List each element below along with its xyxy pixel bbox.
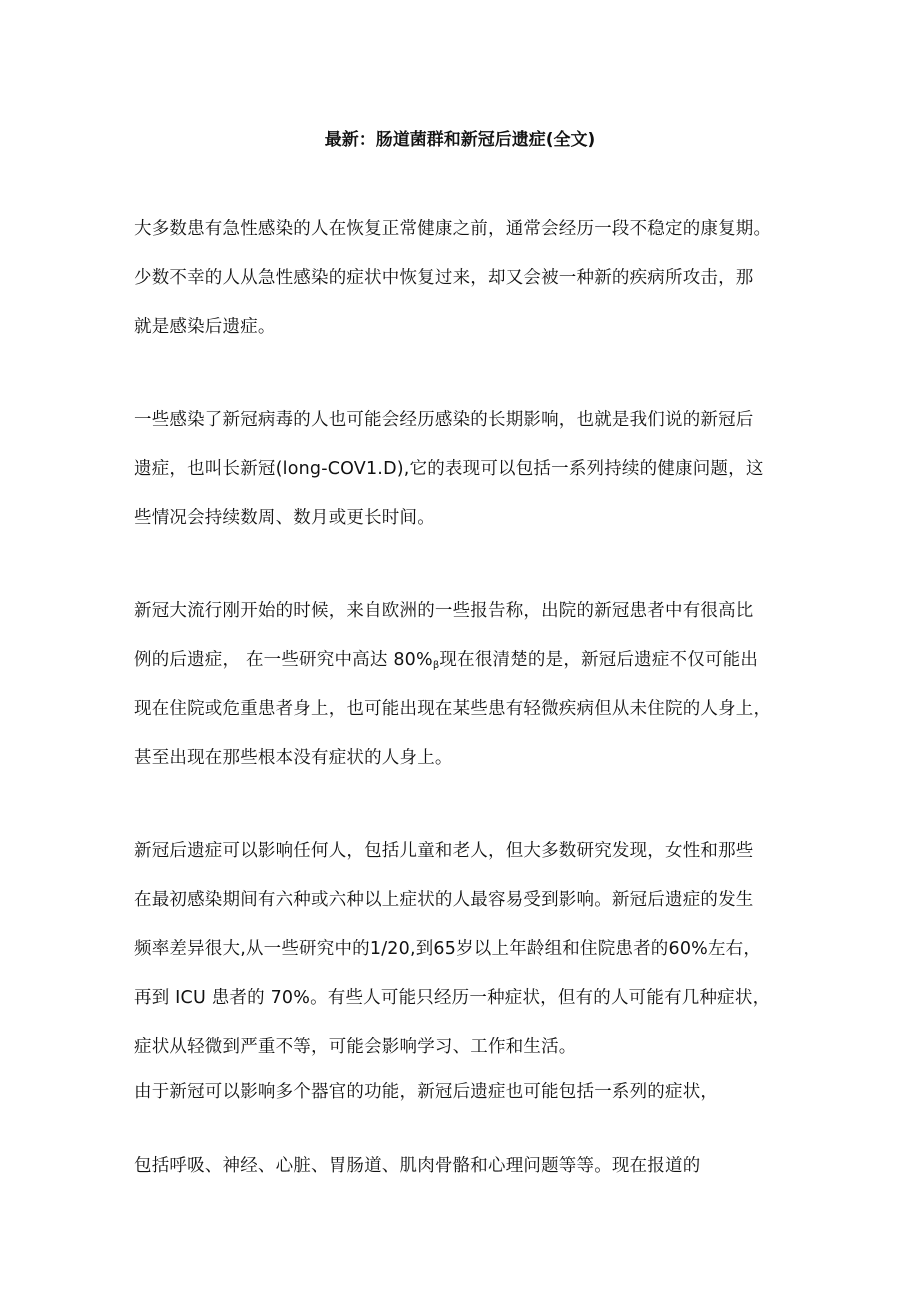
paragraph-3-line-2-before: 例的后遗症， 在一些研究中高达 80% <box>134 650 433 670</box>
paragraph-4-line-2: 在最初感染期间有六种或六种以上症状的人最容易受到影响。新冠后遗症的发生 <box>134 890 754 910</box>
paragraph-4-line-1: 新冠后遗症可以影响任何人，包括儿童和老人，但大多数研究发现，女性和那些 <box>134 841 754 861</box>
paragraph-1-line-1: 大多数患有急性感染的人在恢复正常健康之前，通常会经历一段不稳定的康复期。 <box>134 219 772 239</box>
paragraph-3-line-1: 新冠大流行刚开始的时候，来自欧洲的一些报告称，出院的新冠患者中有很高比 <box>134 601 754 621</box>
paragraph-5-line-1: 由于新冠可以影响多个器官的功能，新冠后遗症也可能包括一系列的症状， <box>134 1082 719 1102</box>
document-title: 最新：肠道菌群和新冠后遗症(全文) <box>324 130 596 150</box>
paragraph-2-line-2: 遗症，也叫长新冠(long-COV1.D),它的表现可以包括一系列持续的健康问题，这 <box>134 459 764 479</box>
paragraph-4-line-5: 症状从轻微到严重不等，可能会影响学习、工作和生活。 <box>134 1037 577 1057</box>
paragraph-1-line-3: 就是感染后遗症。 <box>134 317 276 337</box>
paragraph-1-line-2: 少数不幸的人从急性感染的症状中恢复过来，却又会被一种新的疾病所攻击，那 <box>134 268 754 288</box>
paragraph-3-line-2 <box>134 648 758 678</box>
paragraph-2-line-3: 些情况会持续数周、数月或更长时间。 <box>134 508 435 528</box>
paragraph-3-line-2-after: 现在很清楚的是，新冠后遗症不仅可能出 <box>439 650 759 670</box>
paragraph-4-line-3: 频率差异很大,从一些研究中的1/20,到65岁以上年龄组和住院患者的60%左右， <box>134 939 762 959</box>
paragraph-3-line-4: 甚至出现在那些根本没有症状的人身上。 <box>134 748 453 768</box>
paragraph-3-line-2-subscript: β <box>432 660 440 671</box>
paragraph-4-line-4: 再到 ICU 患者的 70%。有些人可能只经历一种症状，但有的人可能有几种症状， <box>134 988 771 1008</box>
paragraph-6-line-1: 包括呼吸、神经、心脏、胃肠道、肌肉骨骼和心理问题等等。现在报道的 <box>134 1156 701 1176</box>
paragraph-3-line-3: 现在住院或危重患者身上，也可能出现在某些患有轻微疾病但从未住院的人身上， <box>134 699 772 719</box>
paragraph-2-line-1: 一些感染了新冠病毒的人也可能会经历感染的长期影响，也就是我们说的新冠后 <box>134 410 754 430</box>
